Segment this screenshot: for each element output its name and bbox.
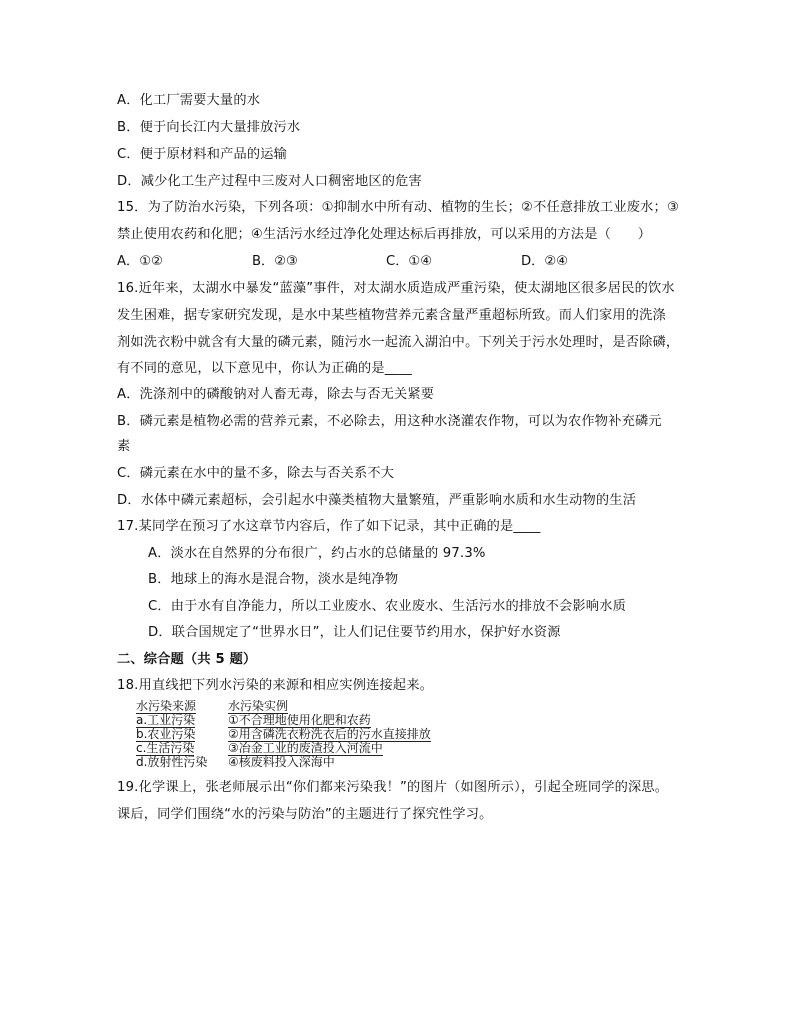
q15-option-d: D．②④ <box>521 254 568 269</box>
q16-stem-line-3: 剂如洗衣粉中就含有大量的磷元素，随污水一起流入湖泊中。下列关于污水处理时，是否除磷， <box>117 335 680 350</box>
section-heading: 二、综合题（共 5 题） <box>117 652 257 667</box>
q18-matching-table <box>134 700 474 772</box>
q16-stem-line-2: 发生困难，据专家研究发现，是水中某些植物营养元素含量严重超标所致。而人们家用的洗涤 <box>117 308 666 323</box>
q15-stem-line-2: 禁止使用农药和化肥；④生活污水经过净化处理达标后再排放，可以采用的方法是（ ） <box>117 227 652 242</box>
q17-option-a: A．淡水在自然界的分布很广，约占水的总储量的 97.3% <box>148 546 486 561</box>
q15-stem-line-1: 15．为了防治水污染，下列各项：①抑制水中所有动、植物的生长；②不任意排放工业废水；③ <box>117 200 679 215</box>
q18-example-2: ②用含磷洗衣粉洗衣后的污水直接排放 <box>228 727 431 741</box>
q19-stem-line-2: 课后，同学们围绕“水的污染与防治”的主题进行了探究性学习。 <box>117 807 493 822</box>
q17-stem: 17.某同学在预习了水这章节内容后，作了如下记录，其中正确的是____ <box>117 519 541 534</box>
q16-option-c: C．磷元素在水中的量不多，除去与否关系不大 <box>117 466 395 481</box>
q18-example-1: ①不合理地使用化肥和农药 <box>228 713 371 727</box>
q19-stem-line-1: 19.化学课上，张老师展示出“你们都来污染我！”的图片（如图所示），引起全班同学的深思。 <box>117 780 669 795</box>
q15-options <box>117 252 617 272</box>
q18-example-4: ④核废料投入深海中 <box>228 755 335 769</box>
q16-option-b-line-2: 素 <box>117 439 131 454</box>
q16-option-a: A．洗涤剂中的磷酸钠对人畜无毒，除去与否无关紧要 <box>117 387 435 402</box>
q16-option-d: D．水体中磷元素超标，会引起水中藻类植物大量繁殖，严重影响水质和水生动物的生活 <box>117 493 637 508</box>
q18-source-c: c.生活污染 <box>136 741 195 755</box>
q18-source-d: d.放射性污染 <box>136 755 208 769</box>
q18-header-source: 水污染来源 <box>136 699 197 713</box>
q14-option-b: B．便于向长江内大量排放污水 <box>117 120 301 135</box>
q17-option-d: D．联合国规定了“世界水日”，让人们记住要节约用水，保护好水资源 <box>148 625 561 640</box>
q16-stem-line-1: 16.近年来，太湖水中暴发“蓝藻”事件，对太湖水质造成严重污染，使太湖地区很多居民的饮水 <box>117 281 675 296</box>
q14-option-c: C．便于原材料和产品的运输 <box>117 147 288 162</box>
q17-option-b: B．地球上的海水是混合物，淡水是纯净物 <box>148 572 399 587</box>
q18-example-3: ③冶金工业的废渣投入河流中 <box>228 741 383 755</box>
q16-option-b-line-1: B．磷元素是植物必需的营养元素，不必除去，用这种水浇灌农作物，可以为农作物补充磷元 <box>117 414 662 429</box>
q15-option-b: B．②③ <box>252 254 298 269</box>
q14-option-a: A．化工厂需要大量的水 <box>117 93 261 108</box>
q18-source-a: a.工业污染 <box>136 713 196 727</box>
q16-stem-line-4: 有不同的意见，以下意见中，你认为正确的是____ <box>117 361 412 376</box>
q18-stem: 18.用直线把下列水污染的来源和相应实例连接起来。 <box>117 678 434 693</box>
q14-option-d: D．减少化工生产过程中三废对人口稠密地区的危害 <box>117 174 422 189</box>
q15-option-c: C．①④ <box>386 254 433 269</box>
q18-header-example: 水污染实例 <box>228 699 289 713</box>
q17-option-c: C．由于水有自净能力，所以工业废水、农业废水、生活污水的排放不会影响水质 <box>148 599 626 614</box>
q18-source-b: b.农业污染 <box>136 727 196 741</box>
q15-option-a: A．①② <box>117 254 163 269</box>
